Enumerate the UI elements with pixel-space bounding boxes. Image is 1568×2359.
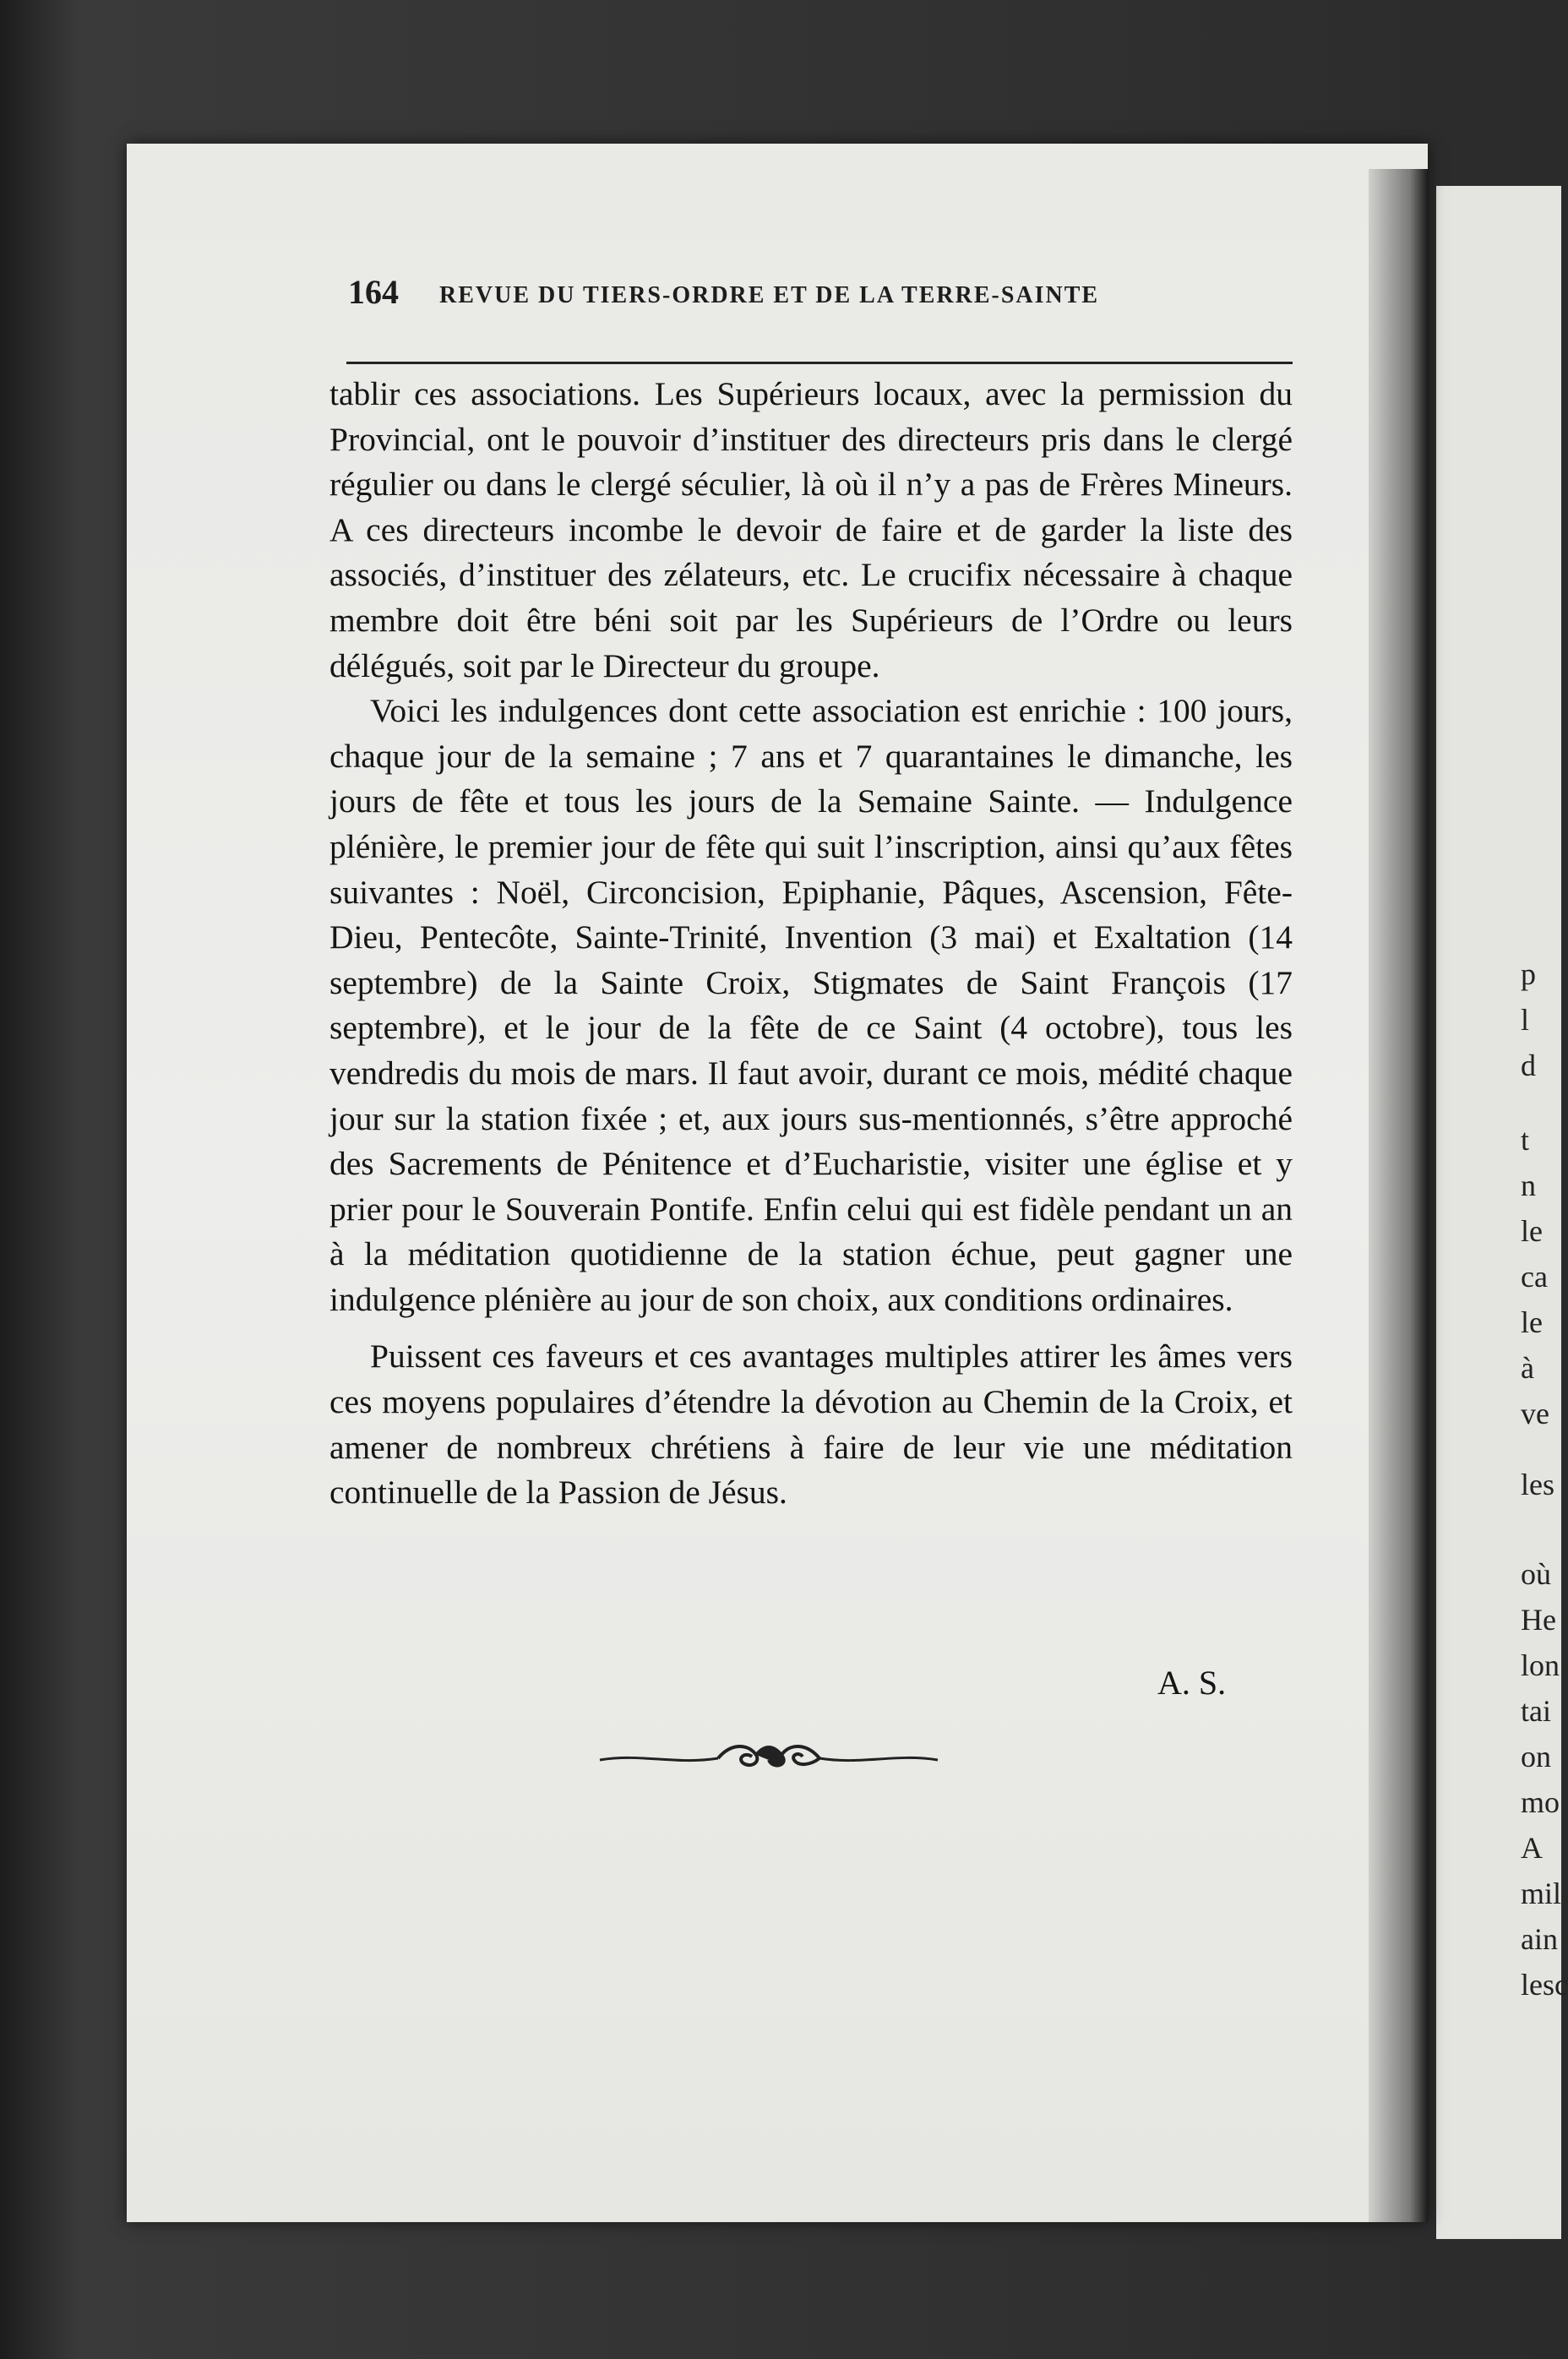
running-title: REVUE DU TIERS-ORDRE ET DE LA TERRE-SAINTE <box>439 282 1100 308</box>
facing-page-fragment: les <box>1521 1468 1554 1501</box>
facing-page-fragment: mo <box>1521 1785 1560 1819</box>
facing-page-fragment: ve <box>1521 1397 1549 1430</box>
paragraph-2: Voici les indulgences dont cette association est enrichie : 100 jours, chaque jour de la semaine ; 7 ans et 7 quarantaines le dimanche, les jours de fête et tous les jours de la Semaine Sainte. — Indulgence plénière, le premier jour de fête qui suit l’inscription, ainsi qu’aux fêtes suivantes : Noël, Circoncision, Epiphanie, Pâques, Ascension, Fête-Dieu, Pentecôte, Sainte-Trinité, Invention (3 mai) et Exaltation (14 septembre) de la Sainte Croix, Stigmates de Saint François (17 septembre), et le jour de la fête de ce Saint (4 octobre), tous les vendredis du mois de mars. Il faut avoir, durant ce mois, médité chaque jour sur la station fixée ; et, aux jours sus-mentionnés, s’être approché des Sacrements de Pénitence et d’Eucharistie, visiter une église et y prier pour le Souverain Pontife. Enfin celui qui est fidèle pendant un an à la méditation quotidienne de la station échue, peut gagner une indulgence plénière au jour de son choix, aux conditions ordinaires. <box>329 692 1293 1318</box>
facing-page-fragment: d <box>1521 1049 1536 1082</box>
page-header <box>348 272 1294 323</box>
paragraph-3: Puissent ces faveurs et ces avantages multiples attirer les âmes vers ces moyens populaires d’étendre la dévotion au Chemin de la Croix, et amener de nombreux chrétiens à faire de leur vie une méditation continuelle de la Passion de Jésus. <box>329 1337 1293 1512</box>
facing-page-fragment: p <box>1521 957 1536 991</box>
facing-page-fragment: t <box>1521 1123 1530 1157</box>
facing-page-fragment: lesc <box>1521 1968 1568 2002</box>
facing-page-fragment: tai <box>1521 1694 1551 1728</box>
author-signature: A. S. <box>1157 1664 1227 1702</box>
article-body <box>329 372 1293 1516</box>
facing-page-fragment: mil <box>1521 1877 1562 1910</box>
facing-page-fragment: où <box>1521 1557 1551 1591</box>
header-rule <box>346 362 1293 364</box>
paragraph-1: tablir ces associations. Les Supérieurs locaux, avec la permission du Provincial, ont le pouvoir d’instituer des directeurs pris dans le clergé régulier ou dans le clergé séculier, là où il n’y a pas de Frères Mineurs. A ces directeurs incombe le devoir de faire et de garder la liste des associés, d’instituer des zélateurs, etc. Le crucifix nécessaire à chaque membre doit être béni soit par les Supérieurs de l’Ordre ou leurs délégués, soit par le Directeur du groupe. <box>329 375 1293 684</box>
facing-page-fragment: ain <box>1521 1922 1558 1956</box>
page-gutter-shadow <box>1369 169 1428 2222</box>
facing-page-fragment: le <box>1521 1214 1543 1248</box>
facing-page-fragment: on <box>1521 1740 1551 1773</box>
facing-page-fragment: He <box>1521 1603 1556 1637</box>
facing-page-fragment: n <box>1521 1169 1536 1202</box>
ornament-divider <box>591 1736 946 1779</box>
facing-page-fragment: A <box>1521 1831 1543 1865</box>
page-number: 164 <box>348 273 399 311</box>
facing-page-fragment: à <box>1521 1351 1534 1385</box>
facing-page-fragment: lon <box>1521 1648 1560 1682</box>
facing-page-fragment: ca <box>1521 1260 1548 1294</box>
facing-page-fragment: le <box>1521 1305 1543 1339</box>
facing-page-fragment: l <box>1521 1003 1530 1037</box>
